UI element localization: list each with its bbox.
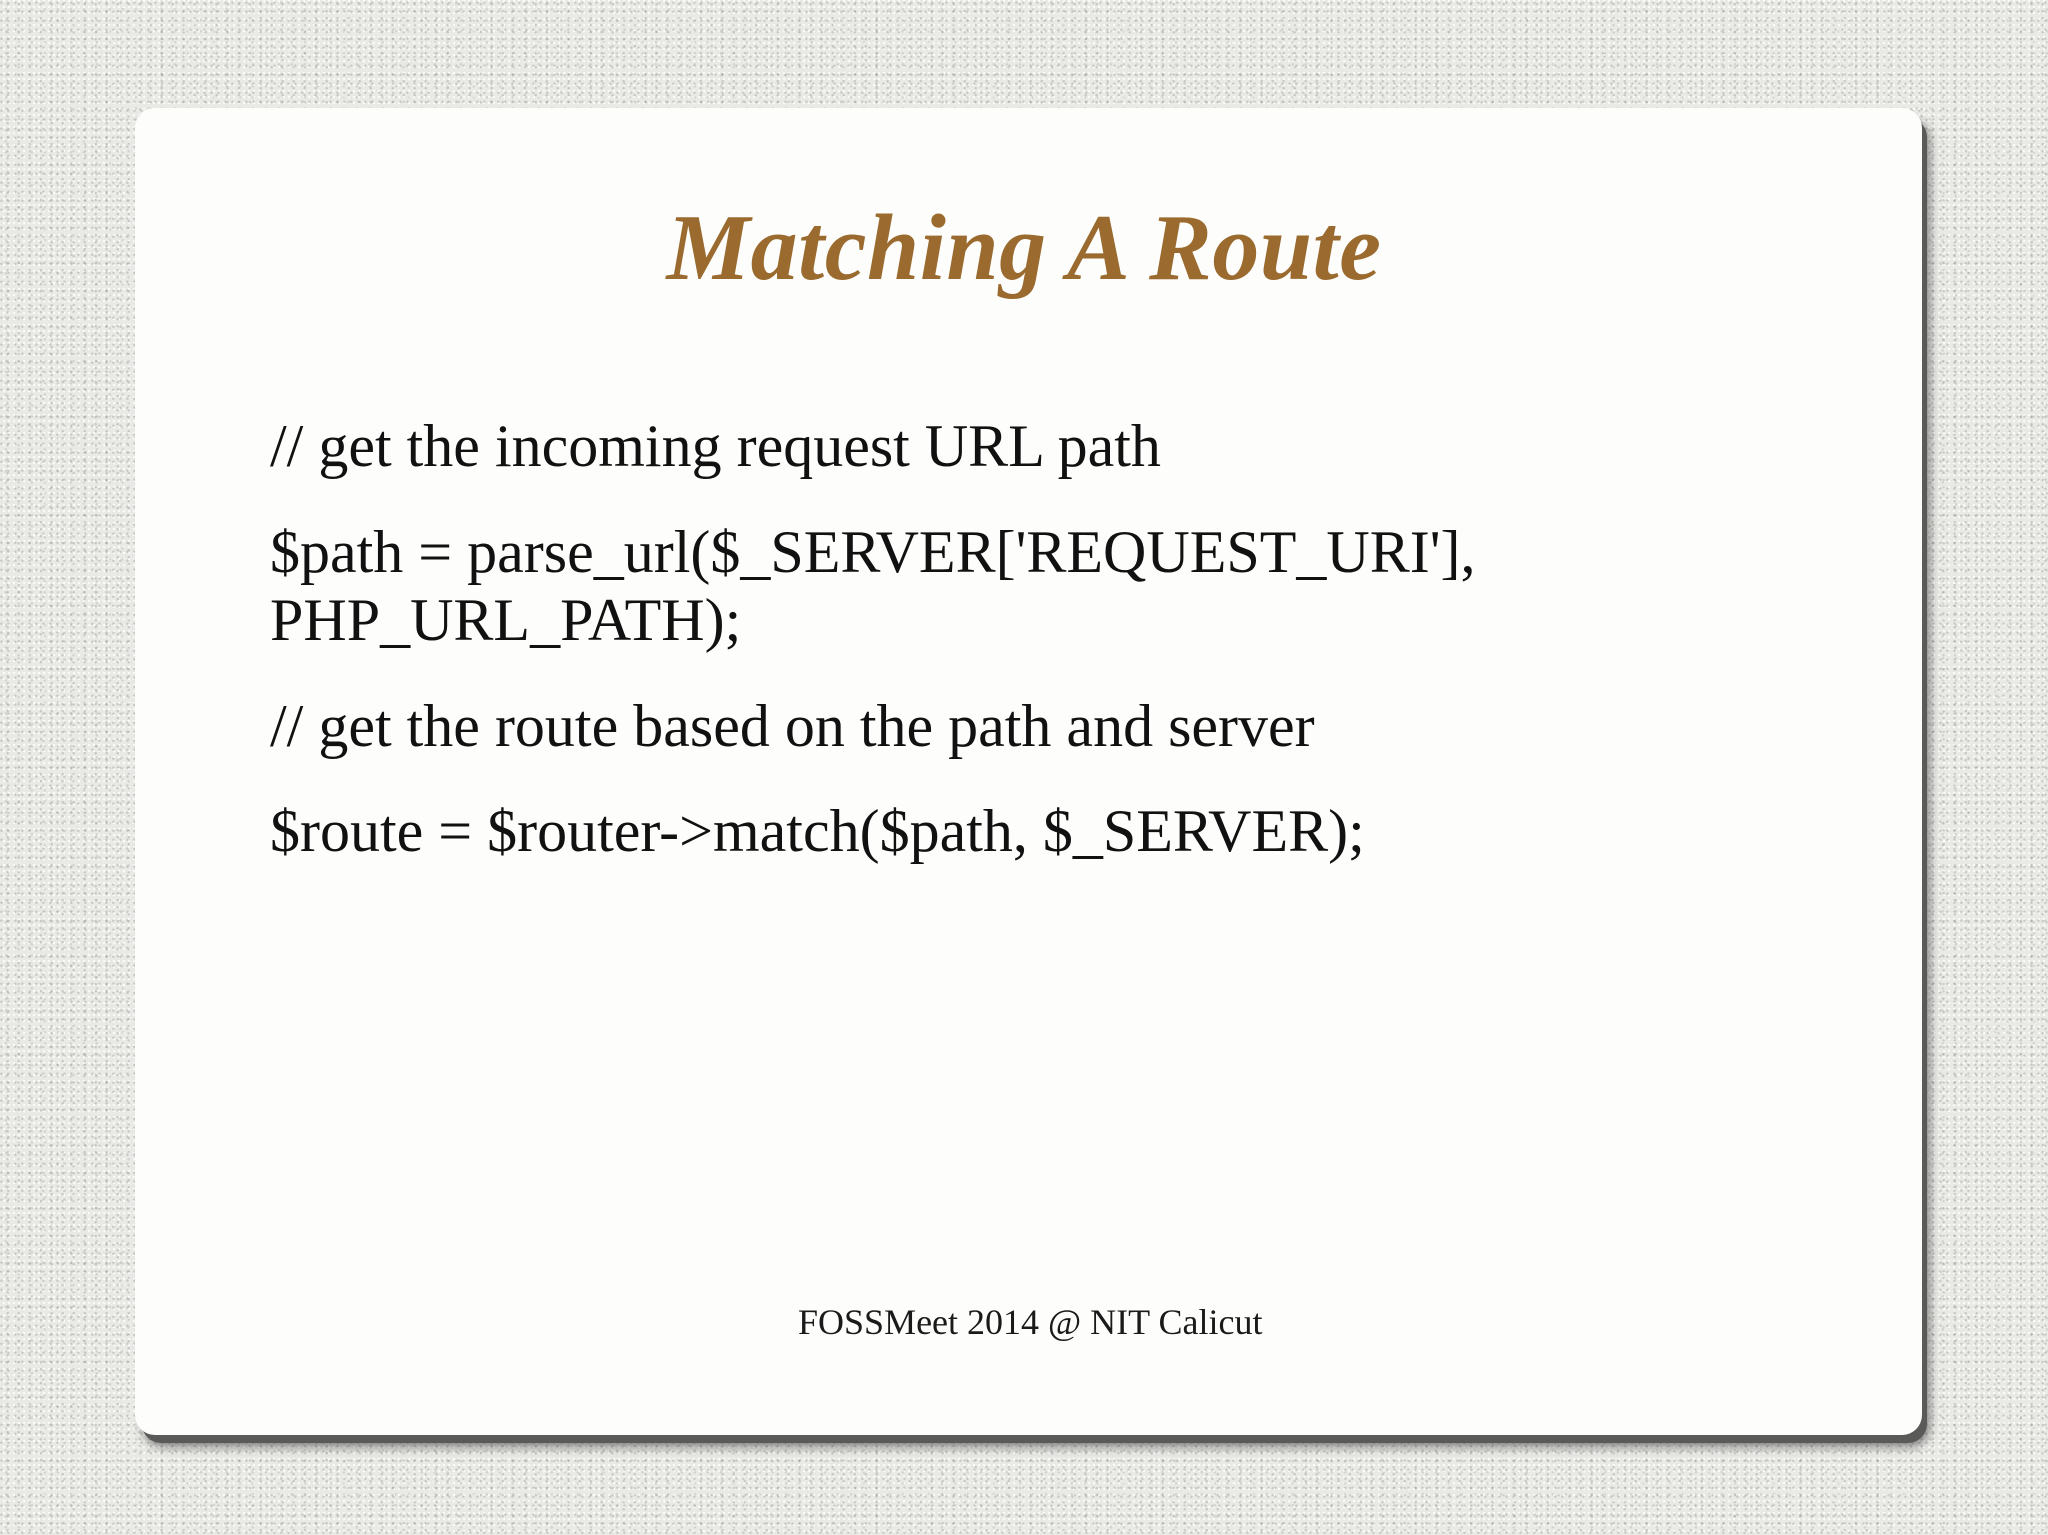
code-line-parse-url: $path = parse_url($_SERVER['REQUEST_URI'], xyxy=(270,519,1476,585)
footer-text: FOSSMeet 2014 @ NIT Calicut xyxy=(798,1302,1263,1342)
code-line-php-url-path: PHP_URL_PATH); xyxy=(270,587,742,653)
comment-line-request-path: // get the incoming request URL path xyxy=(270,413,1161,479)
comment-line-route: // get the route based on the path and server xyxy=(270,693,1315,759)
slide-title: Matching A Route xyxy=(666,196,1382,300)
code-line-router-match: $route = $router->match($path, $_SERVER); xyxy=(270,798,1365,864)
